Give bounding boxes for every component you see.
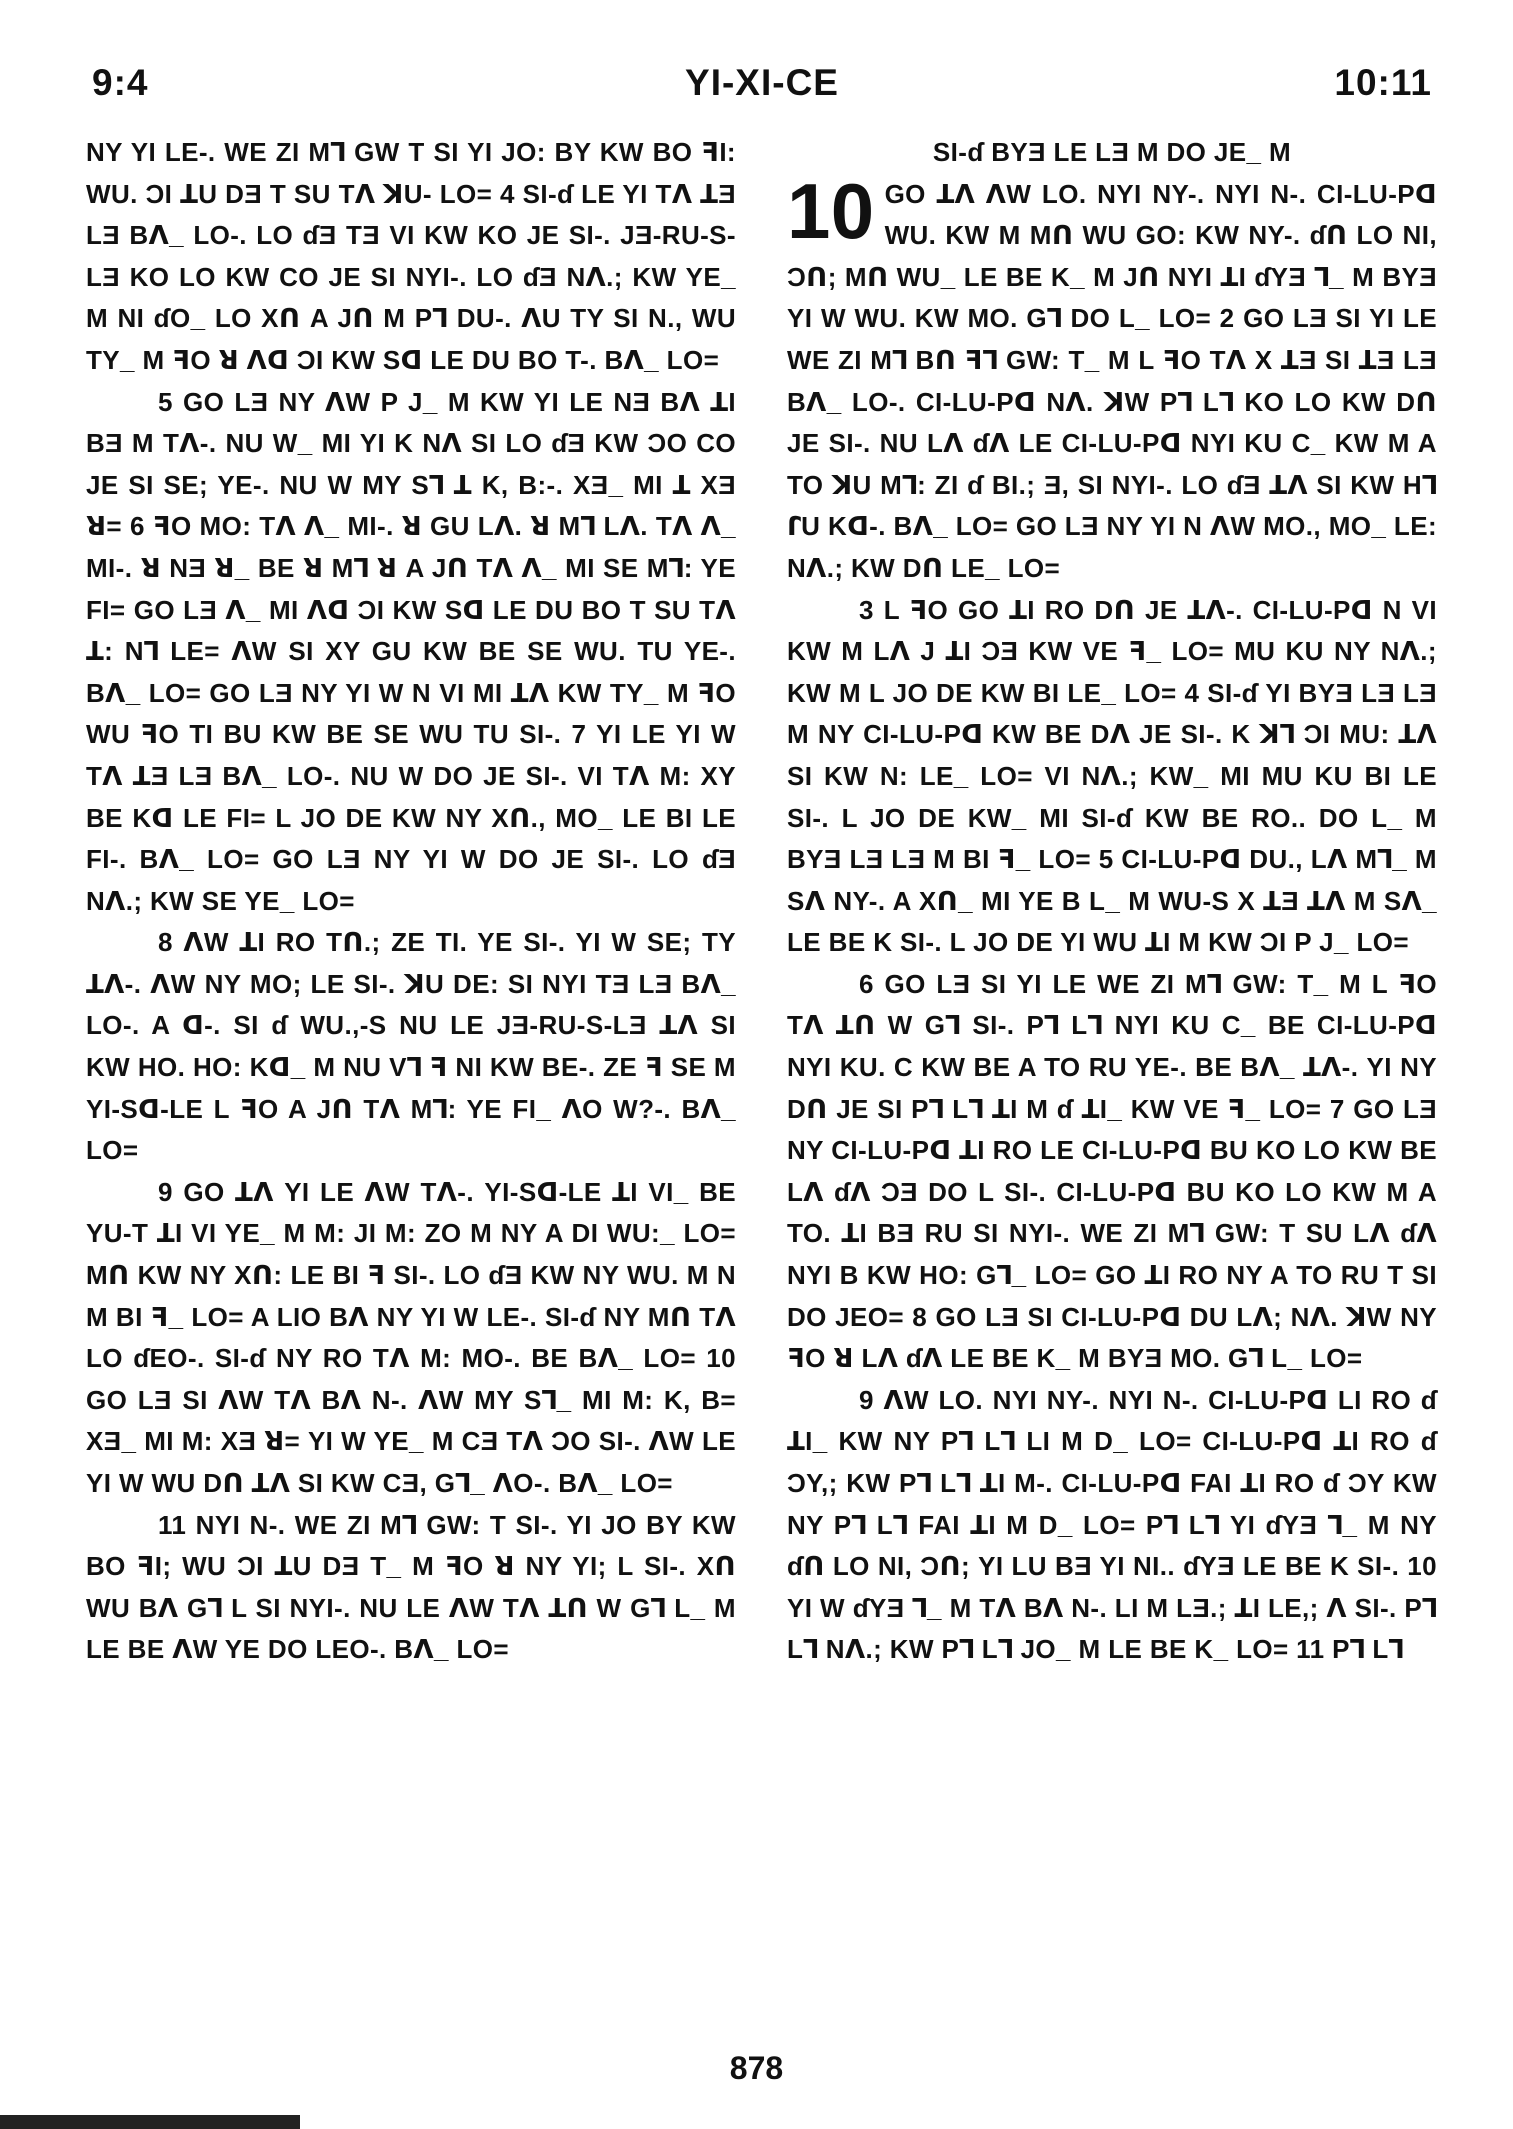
right-paragraph-2: 3 L ꟻO GO ꓕI RO Dꓵ JE ꓕꓥ-. CI-LU-Pꓷ N VI KW M Lꓥ J ꓕI ƆƎ KW VE ꟻ_ LO= MU KU NY Nꓥ.; KW M L JO DE KW BI LE_ LO= 4 SI-ɗ YI BYƎ LƎ LƎ M NY CI-LU-Pꓷ KW BE Dꓥ JE SI-. K ꓘꓶ ƆI MU: ꓕꓥ SI KW N: LE_ LO= VI Nꓥ.; KW_ MI MU KU BI LE SI-. L JO DE KW_ MI SI-ɗ KW BE RO.. DO L_ M BYƎ LƎ LƎ M BI ꟻ_ LO= 5 CI-LU-Pꓷ DU., Lꓥ M⅂_ M Sꓥ NY-. A Xꓵ_ MI YE B L_ M WU-S X ꓕƎ ꓕꓥ M Sꓥ_ LE BE K SI-. L JO DE YI WU ꓕI M KW ƆI P J_ LO= [787, 594, 1437, 958]
header-right-reference: 10:11 [1334, 62, 1432, 103]
right-paragraph-3: 6 GO LƎ SI YI LE WE ZI M⅂ GW: T_ M L ꟻO Tꓥ ꓕꓵ W G⅂ SI-. P⅂ L⅂ NYI KU C_ BE CI-LU-Pꓷ NYI KU. C KW BE A TO RU YE-. BE Bꓥ_ ꓕꓥ-. YI NY Dꓵ JE SI P⅂ L⅂ ꓕI M ɗ ꓕI_ KW VE ꟻ_ LO= 7 GO LƎ NY CI-LU-Pꓷ ꓕI RO LE CI-LU-Pꓷ BU KO LO KW BE Lꓥ ɗꓥ ƆƎ DO L SI-. CI-LU-Pꓷ BU KO LO KW M A TO. ꓕI BƎ RU SI NYI-. WE ZI M⅂ GW: T SU Lꓥ ɗꓥ NYI B KW HO: G⅂_ LO= GO ꓕI RO NY A TO RU T SI DO JEO= 8 GO LƎ SI CI-LU-Pꓷ DU Lꓥ; Nꓥ. ꓘW NY ꟻO ꓤ Lꓥ ɗꓥ LE BE K_ M BYƎ MO. G⅂ L_ LO= [787, 968, 1437, 1374]
right-text-column [787, 132, 1437, 1671]
left-paragraph-4: 9 GO ꓕꓥ YI LE ꓥW Tꓥ-. YI-Sꓷ-LE ꓕI VI_ BE YU-T ꓕI VI YE_ M M: JI M: ZO M NY A DI WU:_ LO= Mꓵ KW NY Xꓵ: LE BI ꟻ SI-. LO ɗƎ KW NY WU. M N M BI ꟻ_ LO= A LIO Bꓥ NY YI W LE-. SI-ɗ NY Mꓵ Tꓥ LO ɗEO-. SI-ɗ NY RO Tꓥ M: MO-. BE Bꓥ_ LO= 10 GO LƎ SI ꓥW Tꓥ Bꓥ N-. ꓥW MY S⅂_ MI M: K, B= XƎ_ MI M: XƎ ꓤ= YI W YE_ M CƎ Tꓥ ƆO SI-. ꓥW LE YI W WU Dꓵ ꓕꓥ SI KW CƎ, G⅂_ ꓥO-. Bꓥ_ LO= [86, 1176, 736, 1498]
left-text-column [86, 132, 736, 1671]
chapter-number: 10 [787, 166, 875, 255]
right-paragraph-1-text: GO ꓕꓥ ꓥW LO. NYI NY-. NYI N-. CI-LU-Pꓷ WU. KW M Mꓵ WU GO: KW NY-. ɗꓵ LO NI, Ɔꓵ; Mꓵ WU_ LE BE K_ M Jꓵ NYI ꓕI ɗYƎ ⅂_ M BYƎ YI W WU. KW MO. G⅂ DO L_ LO= 2 GO LƎ SI YI LE WE ZI M⅂ Bꓵ ꟻ⅂ GW: T_ M L ꟻO Tꓥ X ꓕƎ SI ꓕƎ LƎ Bꓥ_ LO-. CI-LU-Pꓷ Nꓥ. ꓘW P⅂ L⅂ KO LO KW Dꓵ JE SI-. NU Lꓥ ɗꓥ LE CI-LU-Pꓷ NYI KU C_ KW M A TO ꓘU M⅂: ZI ɗ BI.; Ǝ, SI NYI-. LO ɗƎ ꓕꓥ SI KW H⅂ ꓩU Kꓷ-. Bꓥ_ LO= GO LƎ NY YI N ꓥW MO., MO_ LE: Nꓥ.; KW Dꓵ LE_ LO= [787, 178, 1437, 583]
left-paragraph-2: 5 GO LƎ NY ꓥW P J_ M KW YI LE NƎ Bꓥ ꓕI BƎ M Tꓥ-. NU W_ MI YI K Nꓥ SI LO ɗƎ KW ƆO CO JE SI SE; YE-. NU W MY S⅂ ꓕ K, B:-. XƎ_ MI ꓕ XƎ ꓤ= 6 ꟻO MO: Tꓥ ꓥ_ MI-. ꓤ GU Lꓥ. ꓤ M⅂ Lꓥ. Tꓥ ꓥ_ MI-. ꓤ NƎ ꓤ_ BE ꓤ M⅂ ꓤ A Jꓵ Tꓥ ꓥ_ MI SE M⅂: YE FI= GO LƎ ꓥ_ MI ꓥꓷ ƆI KW Sꓷ LE DU BO T SU Tꓥ ꓕ: N⅂ LE= ꓥW SI XY GU KW BE SE WU. TU YE-. Bꓥ_ LO= GO LƎ NY YI W N VI MI ꓕꓥ KW TY_ M ꟻO WU ꟻO TI BU KW BE SE WU TU SI-. 7 YI LE YI W Tꓥ ꓕƎ LƎ Bꓥ_ LO-. NU W DO JE SI-. VI Tꓥ M: XY BE Kꓷ LE FI= L JO DE KW NY Xꓵ., MO_ LE BI LE FI-. Bꓥ_ LO= GO LƎ NY YI W DO JE SI-. LO ɗƎ Nꓥ.; KW SE YE_ LO= [86, 386, 736, 916]
section-heading: SI-ɗ BYƎ LE LƎ M DO JE_ M [932, 137, 1292, 167]
page-number: 878 [729, 2050, 784, 2086]
left-paragraph-5: 11 NYI N-. WE ZI M⅂ GW: T SI-. YI JO BY KW BO ꟻI; WU ƆI ꓕU DƎ T_ M ꟻO ꓤ NY YI; L SI-. Xꓵ WU Bꓥ G⅂ L SI NYI-. NU LE ꓥW Tꓥ ꓕꓵ W G⅂ L_ M LE BE ꓥW YE DO LEO-. Bꓥ_ LO= [86, 1509, 736, 1665]
header-book-title: YI-XI-CE [685, 62, 839, 103]
scan-edge-bar [0, 2115, 300, 2129]
header-left-reference: 9:4 [92, 62, 149, 103]
left-paragraph-3: 8 ꓥW ꓕI RO Tꓵ.; ZE TI. YE SI-. YI W SE; TY ꓕꓥ-. ꓥW NY MO; LE SI-. ꓘU DE: SI NYI TƎ LƎ Bꓥ_ LO-. A ꓷ-. SI ɗ WU.,-S NU LE JƎ-RU-S-LƎ ꓕꓥ SI KW HO. HO: Kꓷ_ M NU V⅂ ꟻ NI KW BE-. ZE ꟻ SE M YI-Sꓷ-LE L ꟻO A Jꓵ Tꓥ M⅂: YE FI_ ꓥO W?-. Bꓥ_ LO= [86, 927, 736, 1166]
page-header [92, 62, 1432, 112]
right-paragraph-1 [787, 166, 1437, 590]
right-paragraph-4: 9 ꓥW LO. NYI NY-. NYI N-. CI-LU-Pꓷ LI RO ɗ ꓕI_ KW NY P⅂ L⅂ LI M D_ LO= CI-LU-Pꓷ ꓕI RO ɗ ƆY,; KW P⅂ L⅂ ꓕI M-. CI-LU-Pꓷ FAI ꓕI RO ɗ ƆY KW NY P⅂ L⅂ FAI ꓕI M D_ LO= P⅂ L⅂ YI ɗYƎ ⅂_ M NY ɗꓵ LO NI, Ɔꓵ; YI LU BƎ YI NI.. ɗYƎ LE BE K SI-. 10 YI W ɗYƎ ⅂_ M Tꓥ Bꓥ N-. LI M LƎ.; ꓕI LE,; ꓥ SI-. P⅂ L⅂ Nꓥ.; KW P⅂ L⅂ JO_ M LE BE K_ LO= 11 P⅂ L⅂ [787, 1384, 1437, 1665]
left-paragraph-1: NY YI LE-. WE ZI M⅂ GW T SI YI JO: BY KW BO ꟻI: WU. ƆI ꓕU DƎ T SU Tꓥ ꓘU- LO= 4 SI-ɗ LE YI Tꓥ ꓕƎ LƎ Bꓥ_ LO-. LO ɗƎ TƎ VI KW KO JE SI-. JƎ-RU-S-LƎ KO LO KW CO JE SI NYI-. LO ɗƎ Nꓥ.; KW YE_ M NI ɗO_ LO Xꓵ A Jꓵ M P⅂ DU-. ꓥU TY SI N., WU TY_ M ꟻO ꓤ ꓥꓷ ƆI KW Sꓷ LE DU BO T-. Bꓥ_ LO= [86, 137, 736, 375]
